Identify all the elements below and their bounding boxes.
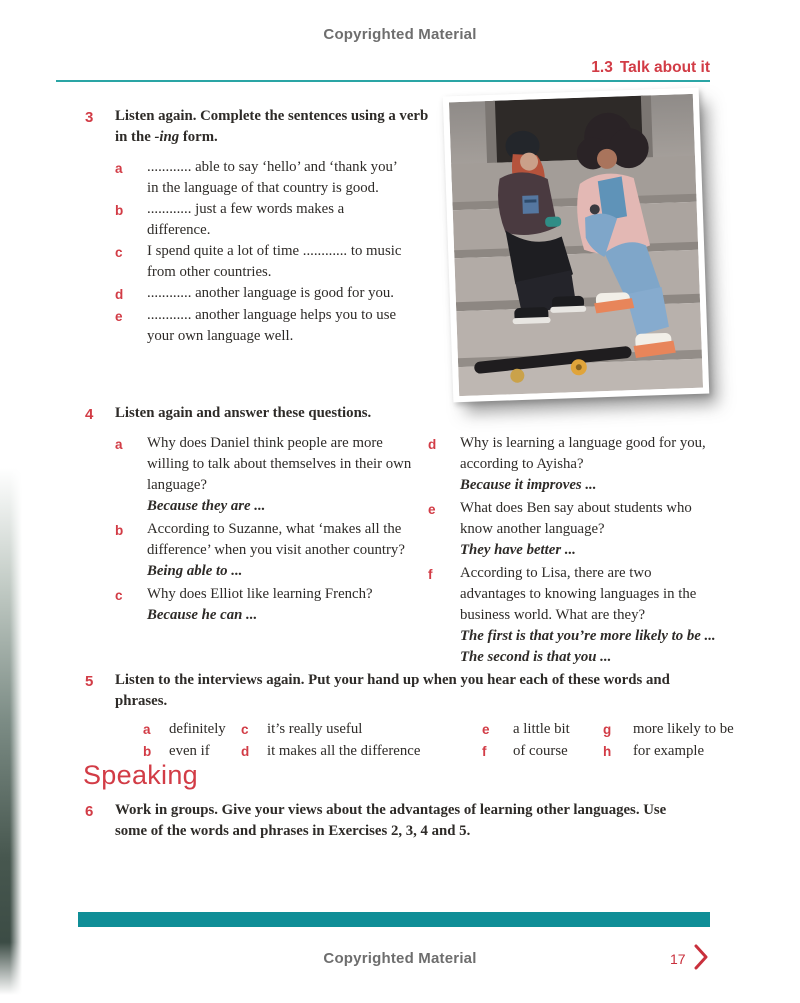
item-letter: h <box>603 744 612 759</box>
exercise-4-heading: Listen again and answer these questions. <box>115 405 372 421</box>
item-letter: c <box>241 722 249 737</box>
exercise-3-item-b <box>115 199 433 241</box>
exercise-5-heading: Listen to the interviews again. Put your hand up when you hear each of these words and phrases. <box>115 672 670 709</box>
item-prompt: They have better ... <box>460 542 576 558</box>
item-letter: b <box>143 744 152 759</box>
exercise-4-item-f <box>428 563 718 668</box>
exercise-3-body <box>115 106 433 347</box>
item-text: I spend quite a lot of time ............ to music from other countries. <box>147 243 402 280</box>
next-page-chevron-icon <box>693 944 709 970</box>
item-letter: g <box>603 722 612 737</box>
item-text: definitely <box>169 721 226 737</box>
book-edge-shading <box>0 468 22 995</box>
exercise-4-item-d <box>428 433 718 496</box>
item-question: Why does Daniel think people are more willing to talk about themselves in their own language? <box>147 435 412 493</box>
item-text: it’s really useful <box>267 721 363 737</box>
exercise-5-number: 5 <box>85 673 94 690</box>
item-prompt: The first is that you’re more likely to be ... The second is that you ... <box>460 628 716 665</box>
exercise-4-body <box>115 403 718 670</box>
exercise-3-item-a <box>115 157 433 199</box>
item-letter: b <box>115 523 124 538</box>
photo-two-friends <box>443 88 710 403</box>
exercise-3 <box>85 106 433 347</box>
item-text: of course <box>513 743 568 759</box>
item-letter: c <box>115 588 123 603</box>
exercise-3-number: 3 <box>85 109 94 126</box>
item-text: even if <box>169 743 210 759</box>
exercise-3-item-c <box>115 241 433 283</box>
exercise-6 <box>85 800 715 842</box>
item-letter: e <box>115 309 123 324</box>
item-letter: f <box>428 567 433 582</box>
item-letter: a <box>115 437 123 452</box>
item-text: ............ just a few words makes a difference. <box>147 201 345 238</box>
item-question: According to Lisa, there are two advantages to knowing languages in the business world. What are they? <box>460 565 697 623</box>
item-letter: d <box>428 437 437 452</box>
item-prompt: Because he can ... <box>147 607 258 623</box>
item-text: more likely to be <box>633 721 734 737</box>
item-prompt: Being able to ... <box>147 563 243 579</box>
page-number: 17 <box>670 951 686 967</box>
item-question: Why does Elliot like learning French? <box>147 586 373 602</box>
exercise-3-heading-pre: Listen again. Complete the sentences using a verb in the <box>115 108 429 145</box>
copyright-bottom-text: Copyrighted Material <box>323 950 477 967</box>
item-text: a little bit <box>513 721 570 737</box>
photo-illustration <box>449 94 703 396</box>
exercise-3-heading-italic: -ing <box>154 129 180 145</box>
section-label <box>591 59 710 77</box>
item-letter: b <box>115 203 124 218</box>
exercise-4-item-c <box>115 584 413 626</box>
exercise-4 <box>85 403 735 670</box>
exercise-4-item-a <box>115 433 413 517</box>
footer-bar <box>78 912 710 927</box>
exercise-4-item-e <box>428 498 718 561</box>
item-text: ............ able to say ‘hello’ and ‘thank you’ in the language of that country is good. <box>147 159 397 196</box>
item-letter: c <box>115 245 123 260</box>
header-rule <box>56 80 710 82</box>
item-question: Why is learning a language good for you, according to Ayisha? <box>460 435 706 472</box>
exercise-6-number: 6 <box>85 803 94 820</box>
exercise-4-left-column <box>115 433 413 670</box>
exercise-3-heading-post: form. <box>179 129 218 145</box>
item-letter: a <box>143 722 151 737</box>
exercise-3-heading <box>115 106 433 148</box>
section-number: 1.3 <box>591 59 613 76</box>
item-letter: e <box>428 502 436 517</box>
item-prompt: Because it improves ... <box>460 477 597 493</box>
item-letter: a <box>115 161 123 176</box>
section-title: Talk about it <box>619 59 710 76</box>
item-letter: e <box>482 722 490 737</box>
exercise-5 <box>85 670 745 762</box>
exercise-5-word-grid <box>143 719 734 762</box>
exercise-6-body <box>115 800 700 842</box>
item-letter: f <box>482 744 487 759</box>
item-text: ............ another language helps you to use your own language well. <box>147 307 397 344</box>
item-question: What does Ben say about students who know another language? <box>460 500 692 537</box>
exercise-3-item-d <box>115 283 433 305</box>
item-text: for example <box>633 743 705 759</box>
item-prompt: Because they are ... <box>147 498 266 514</box>
item-question: According to Suzanne, what ‘makes all the difference’ when you visit another country? <box>147 521 405 558</box>
item-letter: d <box>115 287 124 302</box>
exercise-6-heading: Work in groups. Give your views about the advantages of learning other languages. Use some of the words and phrases in Exercises 2, 3, 4 and 5. <box>115 802 667 839</box>
item-text: it makes all the difference <box>267 743 421 759</box>
exercise-4-item-b <box>115 519 413 582</box>
item-letter: d <box>241 744 250 759</box>
exercise-4-right-column <box>428 433 718 670</box>
speaking-heading: Speaking <box>83 760 198 790</box>
exercise-3-item-e <box>115 305 433 347</box>
copyright-top-text: Copyrighted Material <box>323 26 477 43</box>
item-text: ............ another language is good for you. <box>147 285 394 301</box>
exercise-4-number: 4 <box>85 406 94 423</box>
exercise-5-body <box>115 670 734 762</box>
